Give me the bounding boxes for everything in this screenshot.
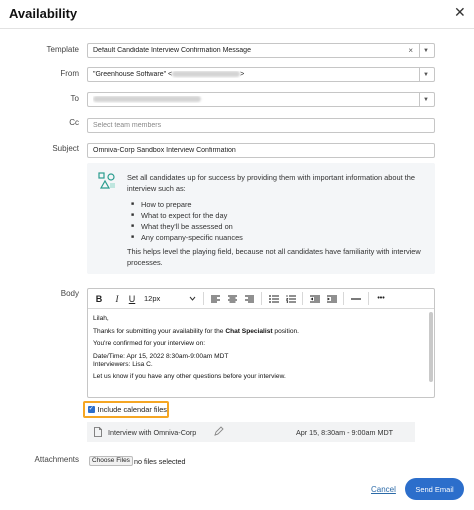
attachments-label: Attachments <box>34 455 79 464</box>
subject-input[interactable] <box>87 143 435 158</box>
toolbar-divider <box>302 292 303 305</box>
font-size-select[interactable] <box>140 289 200 309</box>
bold-button[interactable]: B <box>95 293 103 304</box>
body-thanks-after: position. <box>272 327 299 335</box>
body-editor[interactable] <box>87 288 435 398</box>
to-select[interactable] <box>87 92 435 107</box>
list-item: ■ What they'll be assessed on <box>131 221 243 232</box>
numbered-list-icon[interactable] <box>282 289 299 309</box>
redacted-recipient <box>93 96 201 102</box>
align-right-icon[interactable] <box>241 289 258 309</box>
cancel-button[interactable]: Cancel <box>371 485 396 494</box>
template-value: Default Candidate Interview Confirmation Message <box>93 47 251 54</box>
italic-button[interactable]: I <box>115 293 119 304</box>
body-closing: Let us know if you have any other questions before your interview. <box>93 373 286 380</box>
body-greeting: Lilah, <box>93 315 109 322</box>
body-role: Chat Specialist <box>225 327 273 335</box>
toolbar-divider <box>368 292 369 305</box>
subject-label: Subject <box>52 144 79 153</box>
horizontal-rule-icon[interactable] <box>347 289 365 309</box>
dialog-header <box>0 0 474 29</box>
file-status: no files selected <box>134 457 186 466</box>
bullet-list-icon[interactable] <box>265 289 282 309</box>
email-body-content[interactable] <box>88 310 428 396</box>
align-left-icon[interactable] <box>207 289 224 309</box>
editor-scrollbar[interactable] <box>429 312 433 382</box>
list-item: ■ How to prepare <box>131 199 243 210</box>
tip-footer: This helps level the playing field, because not all candidates have familiarity with interview processes. <box>127 247 421 267</box>
send-email-button[interactable]: Send Email <box>405 478 464 500</box>
chevron-down-icon[interactable]: ▼ <box>419 68 429 81</box>
choose-files-button[interactable]: Choose Files <box>89 456 133 466</box>
chevron-down-icon[interactable]: ▼ <box>419 93 429 106</box>
body-thanks <box>93 328 423 336</box>
calendar-event-name: Interview with Omniva-Corp <box>108 428 197 437</box>
calendar-event-time: Apr 15, 8:30am - 9:00am MDT <box>296 428 394 437</box>
chevron-down-icon <box>189 296 196 301</box>
align-center-icon[interactable] <box>224 289 241 309</box>
toolbar-divider <box>261 292 262 305</box>
to-value <box>93 96 419 103</box>
from-label: From <box>60 69 79 78</box>
toolbar-divider <box>203 292 204 305</box>
from-value-prefix: "Greenhouse Software" < <box>93 71 173 78</box>
calendar-file-item <box>87 422 415 442</box>
shapes-icon <box>98 172 116 190</box>
to-label: To <box>70 94 79 103</box>
pencil-icon[interactable] <box>213 426 224 437</box>
editor-toolbar <box>88 289 434 309</box>
font-size-value: 12px <box>144 294 161 303</box>
include-calendar-checkbox[interactable] <box>83 401 169 418</box>
from-value-suffix: > <box>240 71 245 78</box>
toolbar-divider <box>343 292 344 305</box>
chevron-down-icon[interactable]: ▼ <box>419 44 429 57</box>
underline-button[interactable]: U <box>128 293 136 304</box>
list-item: ■ Any company-specific nuances <box>131 232 243 243</box>
cc-label: Cc <box>69 118 79 127</box>
body-interviewers: Interviewers: Lisa C. <box>93 360 153 368</box>
tip-list <box>131 199 243 243</box>
dialog-title: Availability <box>9 6 78 21</box>
template-select[interactable] <box>87 43 435 58</box>
body-label: Body <box>60 289 79 298</box>
outdent-icon[interactable] <box>306 289 323 309</box>
checkbox-checked-icon[interactable]: ✓ <box>88 406 94 412</box>
more-options-icon[interactable]: ••• <box>377 295 385 302</box>
indent-icon[interactable] <box>323 289 340 309</box>
document-icon <box>94 427 102 437</box>
cc-input[interactable] <box>87 118 435 133</box>
clear-icon[interactable]: × <box>408 46 413 55</box>
close-icon[interactable]: ✕ <box>454 4 466 20</box>
body-datetime: Date/Time: Apr 15, 2022 8:30am-9:00am MDT <box>93 352 229 360</box>
tip-panel <box>87 163 435 274</box>
body-confirmed: You're confirmed for your interview on: <box>93 340 206 347</box>
template-label: Template <box>46 45 79 54</box>
tip-intro: Set all candidates up for success by providing them with important information about the interview such as: <box>127 173 415 193</box>
redacted-email <box>172 71 240 77</box>
body-thanks-before: Thanks for submitting your availability for the <box>93 327 226 335</box>
from-select[interactable] <box>87 67 435 82</box>
body-details <box>93 353 423 369</box>
from-value <box>93 71 419 78</box>
include-calendar-label: Include calendar files <box>97 405 167 414</box>
list-item: ■ What to expect for the day <box>131 210 243 221</box>
